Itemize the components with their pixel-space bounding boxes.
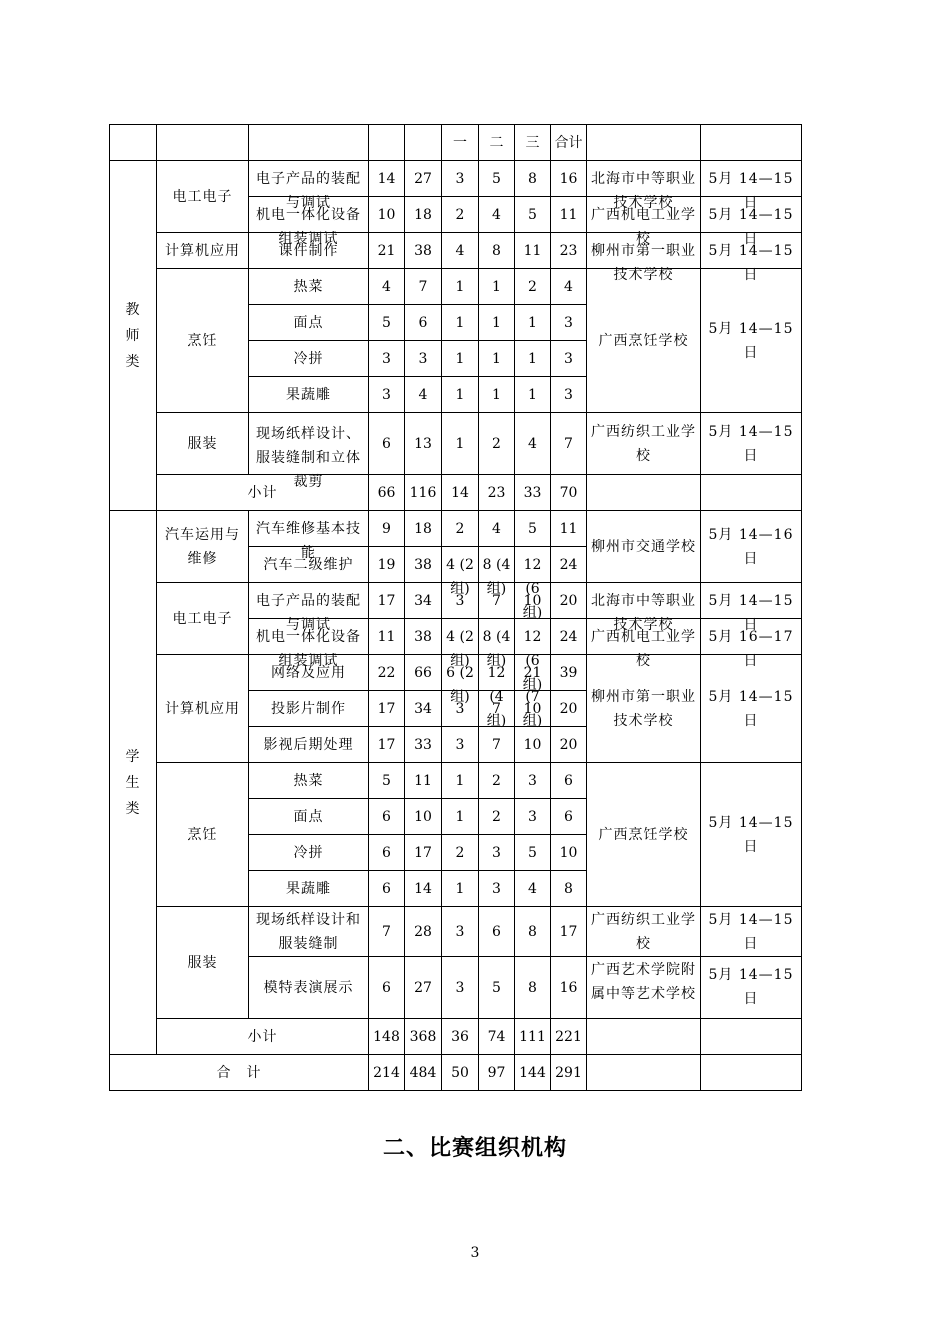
total-cell: 8: [551, 871, 587, 907]
grand-total-row: [110, 1055, 802, 1091]
total-cell: 16: [551, 957, 587, 1019]
value-cell: 4: [442, 233, 479, 269]
value-cell: 34: [405, 691, 442, 727]
table-row: [110, 907, 802, 957]
value-cell: 5: [479, 161, 515, 197]
value-cell: 5: [369, 763, 405, 799]
category-cell: 计算机应用: [157, 655, 249, 763]
value-cell: 5: [515, 835, 551, 871]
value-cell: 6: [479, 907, 515, 957]
item-cell: 汽车二级维护: [249, 547, 369, 583]
value-cell: 7: [369, 907, 405, 957]
value-cell: 27: [405, 161, 442, 197]
total-cell: 16: [551, 161, 587, 197]
table-row: [110, 269, 802, 305]
school-cell: 广西烹饪学校: [587, 763, 701, 907]
page-number: 3: [470, 1245, 480, 1261]
item-cell: 网络及应用: [249, 655, 369, 691]
header-row: [110, 125, 802, 161]
value-cell: 17: [405, 835, 442, 871]
value-cell: 1: [442, 269, 479, 305]
header-c1: 一: [442, 125, 479, 161]
category-cell: 计算机应用: [157, 233, 249, 269]
total-cell: 7: [551, 413, 587, 475]
value-cell: 27: [405, 957, 442, 1019]
value-cell: 22: [369, 655, 405, 691]
value-cell: 10: [405, 799, 442, 835]
value-cell: 10: [515, 583, 551, 619]
header-c3: 三: [515, 125, 551, 161]
value-cell: 6: [369, 871, 405, 907]
value-cell: 1: [442, 305, 479, 341]
category-cell: 烹饪: [157, 763, 249, 907]
date-cell: 5月 14—15日: [701, 233, 802, 269]
item-cell: 汽车维修基本技能: [249, 511, 369, 547]
grand-total-label: 合 计: [110, 1055, 369, 1091]
item-cell: 面点: [249, 799, 369, 835]
value-cell: 1: [479, 269, 515, 305]
value-cell: 21 (7 组): [515, 655, 551, 691]
date-cell: 5月 14—15日: [701, 197, 802, 233]
table-row: [110, 233, 802, 269]
value-cell: 3: [442, 957, 479, 1019]
total-cell: 20: [551, 583, 587, 619]
value-cell: 2: [442, 835, 479, 871]
school-cell: 柳州市第一职业技术学校: [587, 233, 701, 269]
total-cell: 11: [551, 197, 587, 233]
value-cell: 1: [479, 341, 515, 377]
total-cell: 23: [551, 233, 587, 269]
value-cell: 148: [369, 1019, 405, 1055]
value-cell: 74: [479, 1019, 515, 1055]
competition-table: [109, 124, 802, 1091]
value-cell: 3: [515, 763, 551, 799]
category-cell: 服装: [157, 413, 249, 475]
value-cell: 3: [442, 691, 479, 727]
item-cell: 电子产品的装配与调试: [249, 161, 369, 197]
value-cell: 7: [479, 691, 515, 727]
date-cell: 5月 14—15日: [701, 583, 802, 619]
value-cell: 4: [369, 269, 405, 305]
value-cell: 4 (2 组): [442, 547, 479, 583]
total-cell: 11: [551, 511, 587, 547]
value-cell: 1: [479, 377, 515, 413]
total-cell: 24: [551, 619, 587, 655]
value-cell: 14: [369, 161, 405, 197]
total-cell: 221: [551, 1019, 587, 1055]
value-cell: 3: [369, 341, 405, 377]
total-cell: 3: [551, 377, 587, 413]
value-cell: 11: [369, 619, 405, 655]
school-cell: 广西机电工业学校: [587, 619, 701, 655]
value-cell: 8: [479, 233, 515, 269]
school-cell: 广西纺织工业学校: [587, 907, 701, 957]
value-cell: 6 (2 组): [442, 655, 479, 691]
item-cell: 面点: [249, 305, 369, 341]
value-cell: 3: [442, 583, 479, 619]
subtotal-row: [110, 1019, 802, 1055]
value-cell: 18: [405, 197, 442, 233]
value-cell: 18: [405, 511, 442, 547]
table-row: [110, 763, 802, 799]
value-cell: 19: [369, 547, 405, 583]
item-cell: 冷拼: [249, 835, 369, 871]
value-cell: 2: [515, 269, 551, 305]
total-cell: 6: [551, 763, 587, 799]
value-cell: 12 (6 组): [515, 619, 551, 655]
date-cell: 5月 14—15日: [701, 161, 802, 197]
category-cell: 电工电子: [157, 583, 249, 655]
table-row: [110, 161, 802, 197]
total-cell: 4: [551, 269, 587, 305]
value-cell: 7: [405, 269, 442, 305]
value-cell: 4: [515, 871, 551, 907]
school-cell: 广西机电工业学校: [587, 197, 701, 233]
value-cell: 1: [442, 377, 479, 413]
value-cell: 2: [442, 511, 479, 547]
item-cell: 热菜: [249, 763, 369, 799]
value-cell: 4: [479, 197, 515, 233]
date-cell: 5月 14—15 日: [701, 763, 802, 907]
item-cell: 投影片制作: [249, 691, 369, 727]
student-group-label: 学 生 类: [110, 511, 157, 1055]
item-cell: 课件制作: [249, 233, 369, 269]
value-cell: 5: [479, 957, 515, 1019]
date-cell: 5月 16—17日: [701, 619, 802, 655]
value-cell: 10: [369, 197, 405, 233]
value-cell: 4: [515, 413, 551, 475]
date-cell: 5月 14—15 日: [701, 655, 802, 763]
value-cell: 6: [369, 835, 405, 871]
value-cell: 1: [442, 763, 479, 799]
value-cell: 1: [515, 341, 551, 377]
subtotal-label: 小计: [157, 1019, 369, 1055]
value-cell: 38: [405, 619, 442, 655]
value-cell: 11: [405, 763, 442, 799]
school-cell: 北海市中等职业技术学校: [587, 583, 701, 619]
item-cell: 模特表演展示: [249, 957, 369, 1019]
table-row: [110, 511, 802, 547]
value-cell: 21: [369, 233, 405, 269]
value-cell: 6: [369, 413, 405, 475]
school-cell: 柳州市第一职业技术学校: [587, 655, 701, 763]
value-cell: 10: [515, 691, 551, 727]
total-cell: 24: [551, 547, 587, 583]
value-cell: 17: [369, 583, 405, 619]
value-cell: 12 (4 组): [479, 655, 515, 691]
value-cell: 23: [479, 475, 515, 511]
school-cell: 柳州市交通学校: [587, 511, 701, 583]
value-cell: 5: [515, 511, 551, 547]
value-cell: 7: [479, 727, 515, 763]
category-cell: 烹饪: [157, 269, 249, 413]
section-heading: 二、比赛组织机构: [382, 1136, 567, 1161]
total-cell: 3: [551, 341, 587, 377]
category-cell: 电工电子: [157, 161, 249, 233]
item-cell: 机电一体化设备组装调试: [249, 197, 369, 233]
value-cell: 17: [369, 727, 405, 763]
value-cell: 2: [442, 197, 479, 233]
item-cell: 现场纸样设计和服装缝制: [249, 907, 369, 957]
value-cell: 1: [515, 305, 551, 341]
category-cell: 服装: [157, 907, 249, 1019]
value-cell: 4: [405, 377, 442, 413]
value-cell: 66: [405, 655, 442, 691]
total-cell: 6: [551, 799, 587, 835]
value-cell: 8: [515, 957, 551, 1019]
value-cell: 3: [442, 161, 479, 197]
value-cell: 14: [442, 475, 479, 511]
item-cell: 冷拼: [249, 341, 369, 377]
value-cell: 3: [515, 799, 551, 835]
total-cell: 39: [551, 655, 587, 691]
value-cell: 214: [369, 1055, 405, 1091]
value-cell: 66: [369, 475, 405, 511]
value-cell: 3: [369, 377, 405, 413]
value-cell: 116: [405, 475, 442, 511]
value-cell: 4: [479, 511, 515, 547]
total-cell: 20: [551, 727, 587, 763]
value-cell: 17: [369, 691, 405, 727]
value-cell: 1: [515, 377, 551, 413]
value-cell: 34: [405, 583, 442, 619]
value-cell: 1: [442, 341, 479, 377]
value-cell: 3: [479, 871, 515, 907]
item-cell: 果蔬雕: [249, 871, 369, 907]
table-row: [110, 413, 802, 475]
school-cell: 北海市中等职业技术学校: [587, 161, 701, 197]
value-cell: 4 (2 组): [442, 619, 479, 655]
item-cell: 电子产品的装配与调试: [249, 583, 369, 619]
total-cell: 70: [551, 475, 587, 511]
subtotal-row: [110, 475, 802, 511]
item-cell: 影视后期处理: [249, 727, 369, 763]
value-cell: 1: [442, 413, 479, 475]
item-cell: 机电一体化设备组装调试: [249, 619, 369, 655]
value-cell: 8 (4 组): [479, 619, 515, 655]
value-cell: 6: [369, 799, 405, 835]
value-cell: 97: [479, 1055, 515, 1091]
value-cell: 111: [515, 1019, 551, 1055]
category-cell: 汽车运用与维修: [157, 511, 249, 583]
value-cell: 11: [515, 233, 551, 269]
value-cell: 6: [369, 957, 405, 1019]
value-cell: 8: [515, 907, 551, 957]
value-cell: 2: [479, 799, 515, 835]
teacher-group-label: 教 师 类: [110, 161, 157, 511]
value-cell: 5: [369, 305, 405, 341]
value-cell: 1: [442, 799, 479, 835]
value-cell: 13: [405, 413, 442, 475]
value-cell: 7: [479, 583, 515, 619]
value-cell: 50: [442, 1055, 479, 1091]
value-cell: 484: [405, 1055, 442, 1091]
school-cell: 广西烹饪学校: [587, 269, 701, 413]
value-cell: 3: [442, 727, 479, 763]
value-cell: 8 (4 组): [479, 547, 515, 583]
value-cell: 38: [405, 547, 442, 583]
date-cell: 5月 14—15日: [701, 957, 802, 1019]
subtotal-label: 小计: [157, 475, 369, 511]
date-cell: 5月 14—15 日: [701, 269, 802, 413]
value-cell: 1: [479, 305, 515, 341]
value-cell: 3: [405, 341, 442, 377]
header-total: 合计: [551, 125, 587, 161]
value-cell: 144: [515, 1055, 551, 1091]
value-cell: 3: [442, 907, 479, 957]
value-cell: 8: [515, 161, 551, 197]
value-cell: 1: [442, 871, 479, 907]
total-cell: 17: [551, 907, 587, 957]
value-cell: 5: [515, 197, 551, 233]
value-cell: 2: [479, 413, 515, 475]
total-cell: 3: [551, 305, 587, 341]
value-cell: 28: [405, 907, 442, 957]
value-cell: 38: [405, 233, 442, 269]
school-cell: 广西艺术学院附属中等艺术学校: [587, 957, 701, 1019]
total-cell: 10: [551, 835, 587, 871]
value-cell: 14: [405, 871, 442, 907]
item-cell: 现场纸样设计、服装缝制和立体裁剪: [249, 413, 369, 475]
value-cell: 368: [405, 1019, 442, 1055]
total-cell: 20: [551, 691, 587, 727]
item-cell: 果蔬雕: [249, 377, 369, 413]
value-cell: 33: [515, 475, 551, 511]
school-cell: 广西纺织工业学校: [587, 413, 701, 475]
value-cell: 33: [405, 727, 442, 763]
item-cell: 热菜: [249, 269, 369, 305]
value-cell: 9: [369, 511, 405, 547]
header-c2: 二: [479, 125, 515, 161]
value-cell: 6: [405, 305, 442, 341]
date-cell: 5月 14—15日: [701, 413, 802, 475]
value-cell: 12 (6 组): [515, 547, 551, 583]
value-cell: 10: [515, 727, 551, 763]
value-cell: 2: [479, 763, 515, 799]
value-cell: 3: [479, 835, 515, 871]
date-cell: 5月 14—15日: [701, 907, 802, 957]
total-cell: 291: [551, 1055, 587, 1091]
date-cell: 5月 14—16日: [701, 511, 802, 583]
value-cell: 36: [442, 1019, 479, 1055]
